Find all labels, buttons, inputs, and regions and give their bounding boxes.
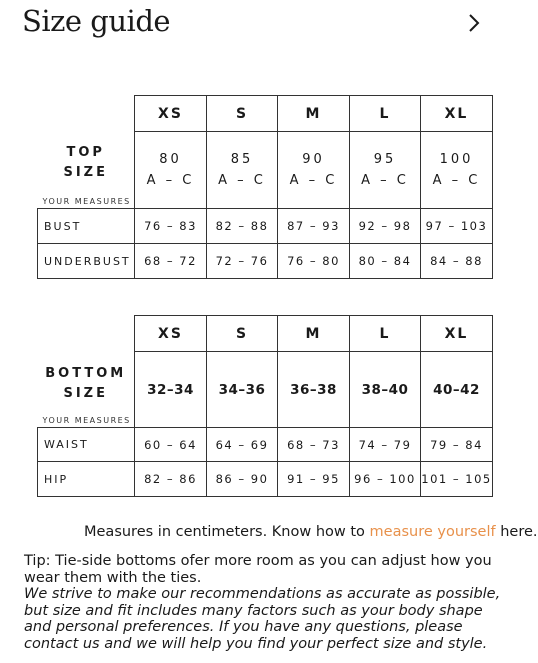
top-size-label <box>38 132 135 209</box>
size-range-cell: 34–36 <box>207 352 278 428</box>
measure-cell: 92 – 98 <box>350 209 421 244</box>
measure-cell: 82 – 88 <box>207 209 278 244</box>
size-range-cell: 85 A – C <box>207 132 278 209</box>
measure-cell: 64 – 69 <box>207 428 278 462</box>
measure-cell: 68 – 72 <box>135 244 207 279</box>
measure-cell: 76 – 80 <box>278 244 350 279</box>
page-title: Size guide <box>22 4 171 38</box>
top-size-title-line2: SIZE <box>63 164 108 180</box>
size-range-cell: 90 A – C <box>278 132 350 209</box>
size-range-cell: 36–38 <box>278 352 350 428</box>
tip-line: Tip: Tie-side bottoms ofer more room as you can adjust how you wear them with the ties. <box>24 553 492 586</box>
row-label-hip: HIP <box>38 462 135 497</box>
top-size-table <box>37 95 493 279</box>
table-row <box>38 428 493 462</box>
measure-cell: 82 – 86 <box>135 462 207 497</box>
note-text-end: here. <box>495 524 538 540</box>
measure-cell: 91 – 95 <box>278 462 350 497</box>
note-text: Measures in centimeters. Know how to <box>84 524 370 540</box>
size-header-l: L <box>350 316 421 352</box>
tip-italic-text: We strive to make our recommendations as accurate as possible, but size and fit includes many factors such as your body shape and personal preferences. If you have any questions, please contact us and we will help you find your perfect size and style. <box>24 586 501 652</box>
size-header-xl: XL <box>421 316 493 352</box>
size-range-cell: 100 A – C <box>421 132 493 209</box>
size-header-m: M <box>278 316 350 352</box>
chevron-right-icon[interactable] <box>462 10 486 36</box>
measure-cell: 84 – 88 <box>421 244 493 279</box>
size-range-cell: 95 A – C <box>350 132 421 209</box>
measure-cell: 60 – 64 <box>135 428 207 462</box>
measure-cell: 86 – 90 <box>207 462 278 497</box>
size-header-xl: XL <box>421 96 493 132</box>
measurement-note <box>84 524 538 540</box>
row-label-bust: BUST <box>38 209 135 244</box>
measure-cell: 72 – 76 <box>207 244 278 279</box>
measure-cell: 80 – 84 <box>350 244 421 279</box>
size-header-s: S <box>207 316 278 352</box>
measure-cell: 101 – 105 <box>421 462 493 497</box>
size-range-cell: 32–34 <box>135 352 207 428</box>
measure-cell: 68 – 73 <box>278 428 350 462</box>
size-range-cell: 40–42 <box>421 352 493 428</box>
size-range-cell: 38–40 <box>350 352 421 428</box>
size-header-m: M <box>278 96 350 132</box>
row-label-underbust: UNDERBUST <box>38 244 135 279</box>
table-row <box>38 209 493 244</box>
measure-cell: 87 – 93 <box>278 209 350 244</box>
bottom-size-label <box>38 352 135 428</box>
size-range-cell: 80 A – C <box>135 132 207 209</box>
measure-yourself-link[interactable]: measure yourself <box>369 524 496 540</box>
your-measures-label: YOUR MEASURES <box>42 416 131 425</box>
measure-cell: 97 – 103 <box>421 209 493 244</box>
size-header-xs: XS <box>135 96 207 132</box>
bottom-size-title-line2: SIZE <box>63 385 108 401</box>
measure-cell: 96 – 100 <box>350 462 421 497</box>
measure-cell: 79 – 84 <box>421 428 493 462</box>
measure-cell: 74 – 79 <box>350 428 421 462</box>
measure-cell: 76 – 83 <box>135 209 207 244</box>
size-header-s: S <box>207 96 278 132</box>
table-row <box>38 244 493 279</box>
your-measures-label: YOUR MEASURES <box>42 197 131 206</box>
size-header-l: L <box>350 96 421 132</box>
top-size-title-line1: TOP <box>66 144 105 160</box>
size-header-xs: XS <box>135 316 207 352</box>
bottom-size-title-line1: BOTTOM <box>45 365 127 381</box>
tip-text <box>24 553 510 652</box>
table-row <box>38 462 493 497</box>
bottom-size-table <box>37 315 493 497</box>
row-label-waist: WAIST <box>38 428 135 462</box>
